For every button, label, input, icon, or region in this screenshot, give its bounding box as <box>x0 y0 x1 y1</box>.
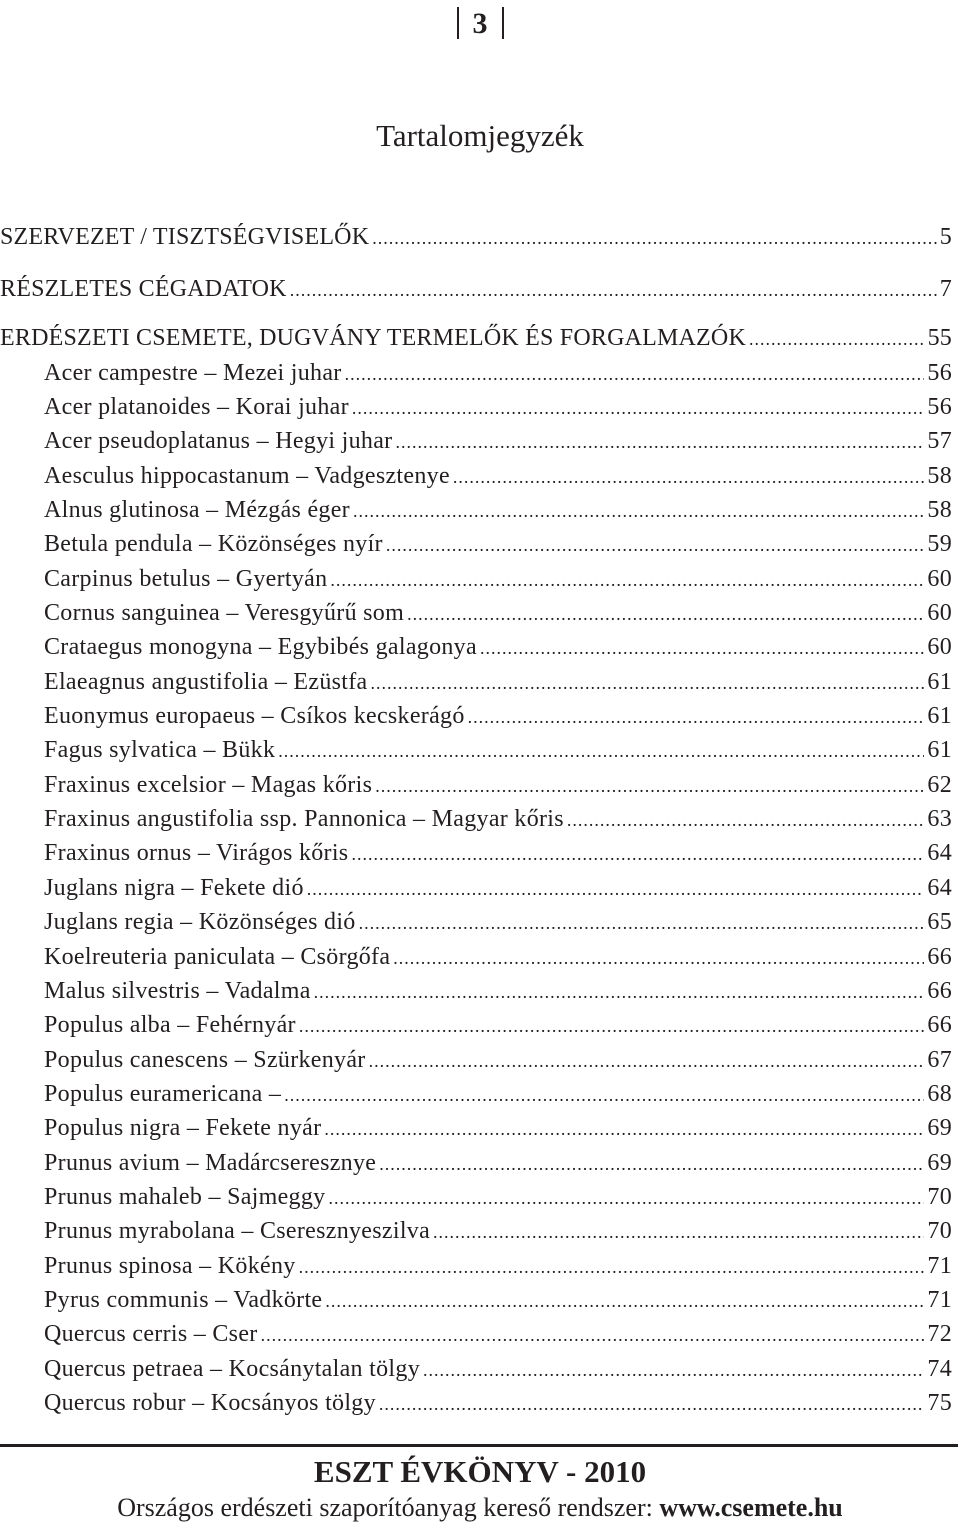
toc-section-page: 7 <box>939 276 952 302</box>
toc-leader <box>379 1394 924 1415</box>
toc-entry[interactable] <box>44 1253 952 1287</box>
toc-entry-page: 61 <box>927 703 952 729</box>
toc-entry-page: 65 <box>927 909 952 935</box>
toc-leader <box>371 673 925 694</box>
page-number <box>0 4 960 44</box>
toc-leader <box>290 280 937 301</box>
toc-entry-page: 60 <box>927 600 952 626</box>
toc-entry[interactable] <box>44 737 952 771</box>
toc-entry-page: 71 <box>927 1253 952 1279</box>
toc-entry-label: Malus silvestris – Vadalma <box>44 978 311 1004</box>
toc-entry-page: 57 <box>927 428 952 454</box>
toc-leader <box>480 638 924 659</box>
toc-entry-label: Populus alba – Fehérnyár <box>44 1012 296 1038</box>
toc-entry[interactable] <box>44 978 952 1012</box>
toc-entry-page: 74 <box>927 1356 952 1382</box>
toc-entry[interactable] <box>44 1390 952 1424</box>
toc-entry-label: Fraxinus angustifolia ssp. Pannonica – Magyar kőris <box>44 806 564 832</box>
toc-leader <box>453 467 924 488</box>
toc-entry-label: Acer pseudoplatanus – Hegyi juhar <box>44 428 393 454</box>
toc-entry-label: Quercus robur – Kocsányos tölgy <box>44 1390 376 1416</box>
footer-subtitle <box>0 1490 960 1526</box>
toc-leader <box>278 741 924 762</box>
toc-leader <box>299 1257 925 1278</box>
toc-leader <box>567 810 924 831</box>
toc-leader <box>369 1051 925 1072</box>
toc-leader <box>749 329 925 350</box>
toc-entry-label: Prunus mahaleb – Sajmeggy <box>44 1184 326 1210</box>
toc-entry-page: 64 <box>927 840 952 866</box>
toc-entry[interactable] <box>44 566 952 600</box>
toc-entry-label: Cornus sanguinea – Veresgyűrű som <box>44 600 405 626</box>
toc-entry[interactable] <box>44 600 952 634</box>
toc-entry-label: Elaeagnus angustifolia – Ezüstfa <box>44 669 368 695</box>
toc-entry-page: 70 <box>927 1218 952 1244</box>
toc-entry[interactable] <box>44 1150 952 1184</box>
toc-entry-page: 69 <box>927 1150 952 1176</box>
toc-section-label: ERDÉSZETI CSEMETE, DUGVÁNY TERMELŐK ÉS FORGALMAZÓK <box>0 325 746 351</box>
toc-entry-page: 75 <box>927 1390 952 1416</box>
toc-entry-page: 69 <box>927 1115 952 1141</box>
toc-entry-label: Juglans regia – Közönséges dió <box>44 909 356 935</box>
toc-leader <box>351 844 924 865</box>
page-number-bar-right <box>502 7 504 39</box>
toc-leader <box>345 364 925 385</box>
toc-entry[interactable] <box>44 1321 952 1355</box>
page-number-value: 3 <box>472 7 488 40</box>
toc-entry-page: 58 <box>927 463 952 489</box>
toc-leader <box>393 948 924 969</box>
toc-leader <box>407 604 924 625</box>
toc-entry-page: 66 <box>927 944 952 970</box>
toc-entry-page: 60 <box>927 634 952 660</box>
toc-entry[interactable] <box>44 428 952 462</box>
toc-leader <box>386 535 925 556</box>
toc-entry[interactable] <box>44 1081 952 1115</box>
toc-entry-label: Pyrus communis – Vadkörte <box>44 1287 323 1313</box>
toc-entry[interactable] <box>44 1356 952 1390</box>
toc-entry-page: 64 <box>927 875 952 901</box>
toc-entry[interactable] <box>44 840 952 874</box>
toc-entry[interactable] <box>44 944 952 978</box>
toc-entry-label: Acer campestre – Mezei juhar <box>44 360 342 386</box>
toc-leader <box>314 982 925 1003</box>
toc-entry[interactable] <box>44 1218 952 1252</box>
toc-entry[interactable] <box>44 531 952 565</box>
toc-entry-page: 66 <box>927 978 952 1004</box>
toc-entry-label: Fraxinus excelsior – Magas kőris <box>44 772 373 798</box>
toc-entry-page: 61 <box>927 737 952 763</box>
toc-leader <box>359 913 925 934</box>
toc-entry-page: 72 <box>927 1321 952 1347</box>
toc-section-label: SZERVEZET / TISZTSÉGVISELŐK <box>0 224 370 250</box>
toc-leader <box>372 228 937 249</box>
toc-entry-label: Fagus sylvatica – Bükk <box>44 737 276 763</box>
page-title: Tartalomjegyzék <box>376 118 584 153</box>
toc-entry-label: Carpinus betulus – Gyertyán <box>44 566 328 592</box>
footer-url-link[interactable]: www.csemete.hu <box>659 1493 843 1522</box>
toc-entry-page: 58 <box>927 497 952 523</box>
toc-entry[interactable] <box>44 806 952 840</box>
toc-section-label: RÉSZLETES CÉGADATOK <box>0 276 287 302</box>
toc-entry[interactable] <box>44 497 952 531</box>
toc-section-page: 5 <box>939 224 952 250</box>
toc-entry-page: 67 <box>927 1047 952 1073</box>
toc-entry-label: Koelreuteria paniculata – Csörgőfa <box>44 944 391 970</box>
toc-entry-label: Aesculus hippocastanum – Vadgesztenye <box>44 463 450 489</box>
toc-entry[interactable] <box>44 634 952 668</box>
toc-leader <box>352 398 925 419</box>
toc-entry-page: 59 <box>927 531 952 557</box>
toc-entry[interactable] <box>44 1184 952 1218</box>
toc-leader <box>395 432 924 453</box>
toc-entry-page: 60 <box>927 566 952 592</box>
toc-entry[interactable] <box>44 1115 952 1149</box>
toc-entry-page: 63 <box>927 806 952 832</box>
toc-entry[interactable] <box>44 669 952 703</box>
toc-entry-page: 68 <box>927 1081 952 1107</box>
toc-entry-page: 71 <box>927 1287 952 1313</box>
toc-section-page: 55 <box>927 325 952 351</box>
toc-leader <box>261 1325 925 1346</box>
toc-section[interactable] <box>0 224 952 258</box>
toc-entry[interactable] <box>44 909 952 943</box>
toc-leader <box>328 1188 924 1209</box>
toc-section[interactable] <box>0 325 952 359</box>
toc-entry-page: 70 <box>927 1184 952 1210</box>
toc-leader <box>433 1222 924 1243</box>
toc-entry[interactable] <box>44 394 952 428</box>
toc-entry[interactable] <box>44 703 952 737</box>
toc-entry[interactable] <box>44 1012 952 1046</box>
toc-entry[interactable] <box>44 1047 952 1081</box>
toc-entry-label: Fraxinus ornus – Virágos kőris <box>44 840 349 866</box>
toc-entry-label: Crataegus monogyna – Egybibés galagonya <box>44 634 477 660</box>
toc-leader <box>423 1360 924 1381</box>
toc-entry-label: Betula pendula – Közönséges nyír <box>44 531 383 557</box>
toc-leader <box>325 1291 924 1312</box>
toc-entry-page: 56 <box>927 394 952 420</box>
toc-leader <box>284 1085 924 1106</box>
toc-entry-label: Populus nigra – Fekete nyár <box>44 1115 322 1141</box>
toc-entry-label: Juglans nigra – Fekete dió <box>44 875 304 901</box>
toc-entry-label: Prunus avium – Madárcseresznye <box>44 1150 377 1176</box>
toc-section[interactable] <box>0 276 952 310</box>
toc-entry[interactable] <box>44 1287 952 1321</box>
footer-title: ESZT ÉVKÖNYV - 2010 <box>313 1454 647 1489</box>
toc-entry-label: Populus canescens – Szürkenyár <box>44 1047 366 1073</box>
footer-divider <box>0 1444 958 1447</box>
toc-leader <box>307 879 925 900</box>
toc-leader <box>353 501 924 522</box>
toc-entry[interactable] <box>44 875 952 909</box>
toc-entry-page: 66 <box>927 1012 952 1038</box>
toc-leader <box>375 776 924 797</box>
toc-leader <box>379 1154 924 1175</box>
toc-leader <box>299 1016 925 1037</box>
toc-entry-page: 62 <box>927 772 952 798</box>
toc-entry-label: Prunus spinosa – Kökény <box>44 1253 296 1279</box>
toc-leader <box>468 707 925 728</box>
toc-entry-label: Alnus glutinosa – Mézgás éger <box>44 497 350 523</box>
footer-subtitle-text: Országos erdészeti szaporítóanyag kereső rendszer: <box>117 1493 653 1522</box>
toc-leader <box>324 1119 924 1140</box>
toc-entry[interactable] <box>44 360 952 394</box>
toc-leader <box>330 570 924 591</box>
toc-entry-page: 61 <box>927 669 952 695</box>
toc-entry-label: Euonymus europaeus – Csíkos kecskerágó <box>44 703 465 729</box>
toc-entry-label: Prunus myrabolana – Cseresznyeszilva <box>44 1218 431 1244</box>
toc-entry-label: Quercus petraea – Kocsánytalan tölgy <box>44 1356 420 1382</box>
toc-entry-label: Quercus cerris – Cser <box>44 1321 258 1347</box>
toc-entry[interactable] <box>44 772 952 806</box>
toc-entry-label: Populus euramericana – <box>44 1081 282 1107</box>
toc-entry[interactable] <box>44 463 952 497</box>
toc-entry-label: Acer platanoides – Korai juhar <box>44 394 349 420</box>
page-number-bar-left <box>457 7 459 39</box>
toc-entry-page: 56 <box>927 360 952 386</box>
